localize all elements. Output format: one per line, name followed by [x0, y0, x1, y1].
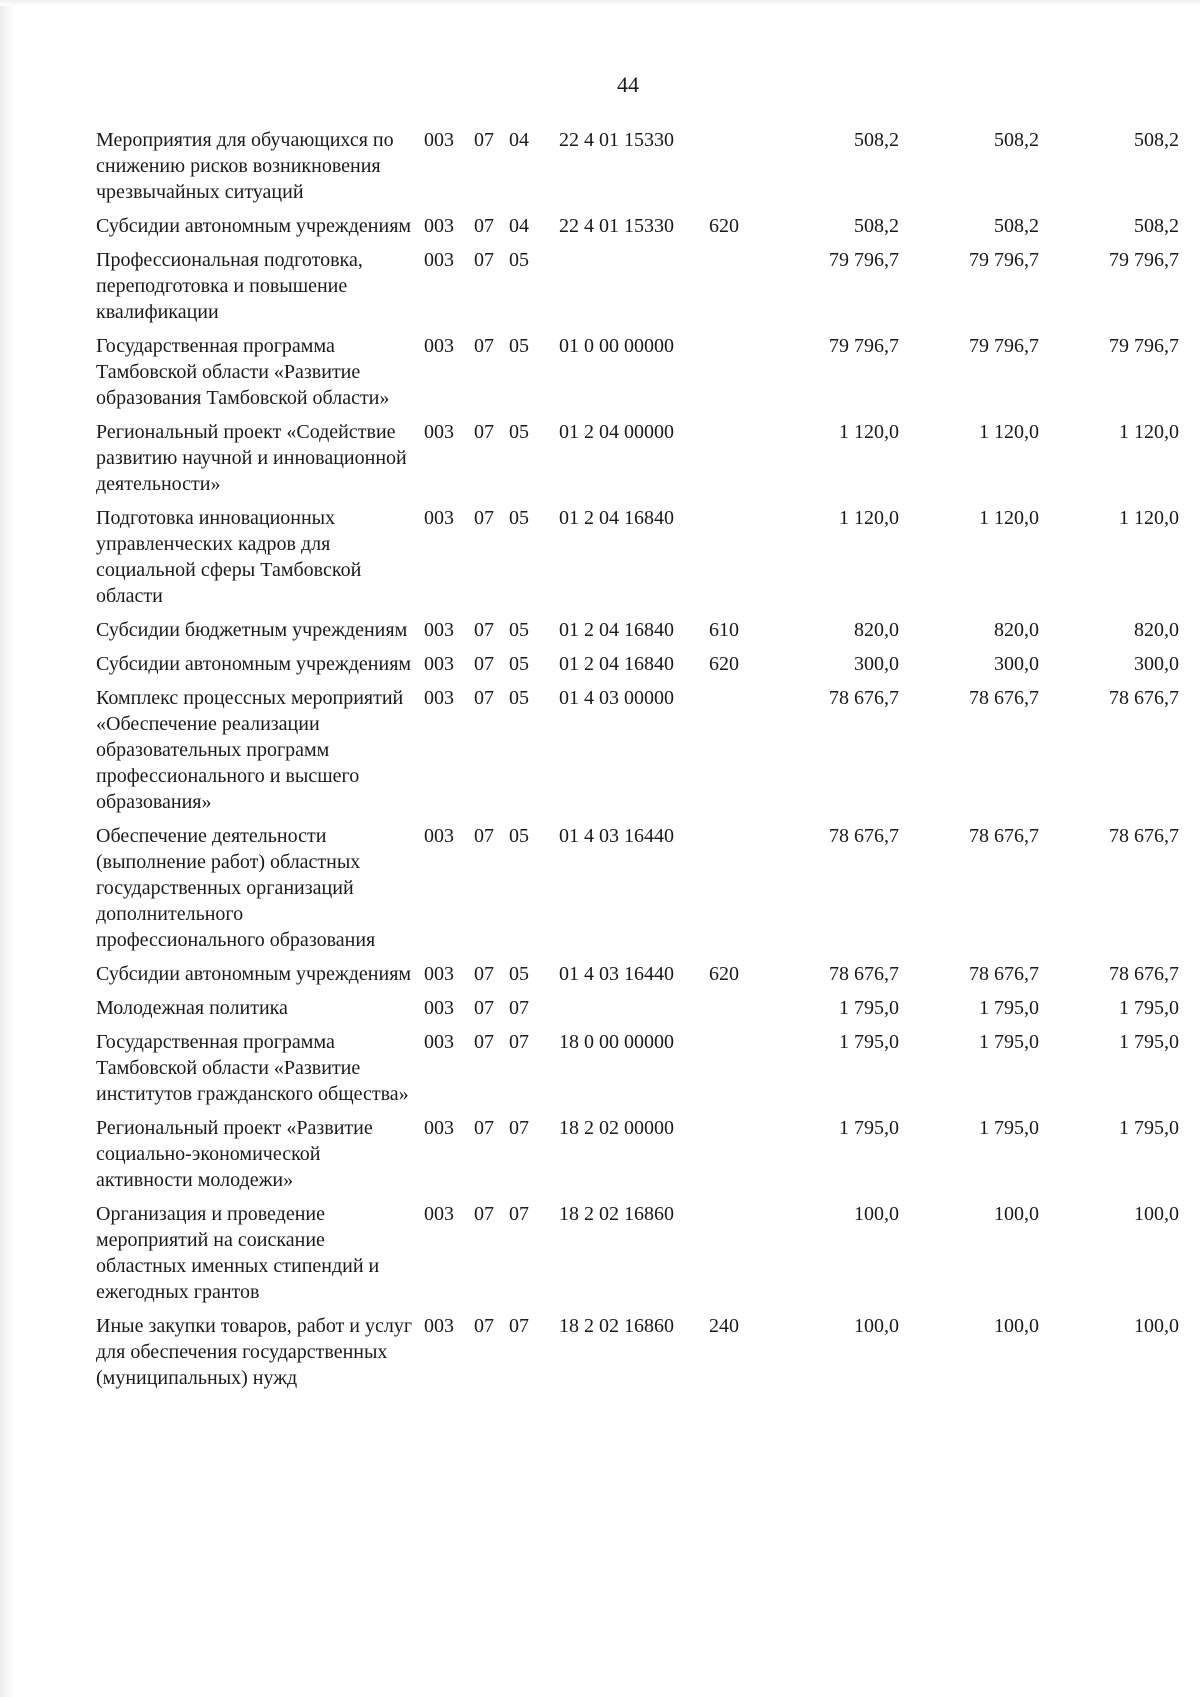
row-code-pr: 05 — [509, 507, 529, 529]
row-value-2: 508,2 — [994, 215, 1039, 237]
row-code-pr: 05 — [509, 335, 529, 357]
row-name: Организация и проведение мероприятий на соискание областных именных стипендий и ежегодных грантов — [96, 1203, 380, 1303]
row-value-1: 100,0 — [854, 1203, 899, 1225]
row-value-3: 1 795,0 — [1119, 1031, 1179, 1053]
row-code-gr: 003 — [424, 335, 454, 357]
row-name: Профессиональная подготовка, переподготовка и повышение квалификации — [96, 249, 363, 323]
row-code-rz: 07 — [474, 1315, 494, 1337]
row-name: Государственная программа Тамбовской области «Развитие институтов гражданского общества» — [96, 1031, 409, 1105]
budget-table — [96, 127, 1186, 1399]
row-name: Мероприятия для обучающихся по снижению рисков возникновения чрезвычайных ситуаций — [96, 129, 394, 203]
row-code-gr: 003 — [424, 1203, 454, 1225]
row-code-pr: 07 — [509, 1031, 529, 1053]
row-code-gr: 003 — [424, 963, 454, 985]
row-value-2: 79 796,7 — [969, 249, 1039, 271]
row-code-csr: 18 2 02 16860 — [559, 1203, 674, 1225]
row-code-csr: 01 2 04 16840 — [559, 507, 674, 529]
row-code-csr: 22 4 01 15330 — [559, 215, 674, 237]
table-row — [96, 961, 1186, 995]
row-code-vr: 610 — [709, 619, 739, 641]
row-code-gr: 003 — [424, 1031, 454, 1053]
row-code-pr: 05 — [509, 825, 529, 847]
row-value-1: 1 795,0 — [839, 1117, 899, 1139]
row-value-3: 820,0 — [1134, 619, 1179, 641]
row-value-2: 1 795,0 — [979, 1117, 1039, 1139]
row-code-rz: 07 — [474, 825, 494, 847]
row-code-rz: 07 — [474, 1031, 494, 1053]
row-code-vr: 620 — [709, 653, 739, 675]
row-code-vr: 240 — [709, 1315, 739, 1337]
table-row — [96, 617, 1186, 651]
row-code-vr: 620 — [709, 215, 739, 237]
row-code-gr: 003 — [424, 215, 454, 237]
row-code-gr: 003 — [424, 1315, 454, 1337]
row-name: Государственная программа Тамбовской области «Развитие образования Тамбовской области» — [96, 335, 390, 409]
table-row — [96, 1313, 1186, 1399]
row-code-csr: 18 2 02 16860 — [559, 1315, 674, 1337]
table-row — [96, 823, 1186, 961]
row-value-3: 1 120,0 — [1119, 507, 1179, 529]
table-row — [96, 1201, 1186, 1313]
row-name: Субсидии автономным учреждениям — [96, 963, 412, 985]
row-value-2: 1 795,0 — [979, 1031, 1039, 1053]
table-row — [96, 419, 1186, 505]
row-code-rz: 07 — [474, 507, 494, 529]
row-value-1: 820,0 — [854, 619, 899, 641]
row-value-2: 78 676,7 — [969, 963, 1039, 985]
row-code-gr: 003 — [424, 129, 454, 151]
row-value-1: 1 795,0 — [839, 997, 899, 1019]
row-name: Субсидии бюджетным учреждениям — [96, 619, 408, 641]
row-value-3: 79 796,7 — [1109, 249, 1179, 271]
row-name: Комплекс процессных мероприятий «Обеспечение реализации образовательных программ профессионального и высшего образования» — [96, 687, 404, 813]
row-value-3: 1 795,0 — [1119, 997, 1179, 1019]
row-code-pr: 05 — [509, 653, 529, 675]
row-value-1: 78 676,7 — [829, 687, 899, 709]
row-value-2: 508,2 — [994, 129, 1039, 151]
row-code-pr: 07 — [509, 1315, 529, 1337]
row-code-pr: 05 — [509, 421, 529, 443]
row-code-csr: 01 2 04 16840 — [559, 619, 674, 641]
row-code-gr: 003 — [424, 653, 454, 675]
row-code-rz: 07 — [474, 215, 494, 237]
row-name: Подготовка инновационных управленческих кадров для социальной сферы Тамбовской области — [96, 507, 362, 607]
row-value-2: 100,0 — [994, 1203, 1039, 1225]
row-code-pr: 05 — [509, 619, 529, 641]
row-code-gr: 003 — [424, 619, 454, 641]
row-value-1: 78 676,7 — [829, 825, 899, 847]
table-row — [96, 333, 1186, 419]
row-value-3: 78 676,7 — [1109, 825, 1179, 847]
row-value-1: 508,2 — [854, 129, 899, 151]
row-value-2: 300,0 — [994, 653, 1039, 675]
row-code-gr: 003 — [424, 687, 454, 709]
row-code-rz: 07 — [474, 335, 494, 357]
row-value-3: 100,0 — [1134, 1315, 1179, 1337]
row-value-3: 1 120,0 — [1119, 421, 1179, 443]
row-value-2: 1 795,0 — [979, 997, 1039, 1019]
row-value-3: 79 796,7 — [1109, 335, 1179, 357]
table-row — [96, 1029, 1186, 1115]
row-code-pr: 05 — [509, 687, 529, 709]
row-value-3: 1 795,0 — [1119, 1117, 1179, 1139]
row-value-3: 508,2 — [1134, 129, 1179, 151]
row-value-3: 100,0 — [1134, 1203, 1179, 1225]
page-number: 44 — [617, 72, 639, 97]
row-value-3: 300,0 — [1134, 653, 1179, 675]
row-code-csr: 01 2 04 16840 — [559, 653, 674, 675]
table-row — [96, 685, 1186, 823]
row-code-pr: 07 — [509, 997, 529, 1019]
row-value-3: 78 676,7 — [1109, 963, 1179, 985]
row-code-gr: 003 — [424, 507, 454, 529]
row-code-gr: 003 — [424, 421, 454, 443]
row-name: Региональный проект «Развитие социально-экономической активности молодежи» — [96, 1117, 373, 1191]
row-code-csr: 01 0 00 00000 — [559, 335, 674, 357]
row-value-1: 1 120,0 — [839, 507, 899, 529]
row-value-2: 79 796,7 — [969, 335, 1039, 357]
row-code-rz: 07 — [474, 963, 494, 985]
row-code-pr: 05 — [509, 249, 529, 271]
row-value-2: 1 120,0 — [979, 507, 1039, 529]
row-code-gr: 003 — [424, 825, 454, 847]
row-code-csr: 01 4 03 16440 — [559, 963, 674, 985]
row-value-1: 79 796,7 — [829, 335, 899, 357]
row-code-csr: 01 2 04 00000 — [559, 421, 674, 443]
row-code-csr: 18 0 00 00000 — [559, 1031, 674, 1053]
table-row — [96, 651, 1186, 685]
row-code-rz: 07 — [474, 249, 494, 271]
row-code-csr: 22 4 01 15330 — [559, 129, 674, 151]
row-code-csr: 18 2 02 00000 — [559, 1117, 674, 1139]
row-name: Молодежная политика — [96, 997, 288, 1019]
row-code-pr: 05 — [509, 963, 529, 985]
row-value-1: 1 120,0 — [839, 421, 899, 443]
row-name: Обеспечение деятельности (выполнение работ) областных государственных организаций дополнительного профессионального образования — [96, 825, 376, 951]
row-code-rz: 07 — [474, 1203, 494, 1225]
table-row — [96, 505, 1186, 617]
row-value-2: 78 676,7 — [969, 687, 1039, 709]
row-value-1: 1 795,0 — [839, 1031, 899, 1053]
scan-shadow-left — [0, 0, 14, 1697]
row-value-1: 508,2 — [854, 215, 899, 237]
row-value-1: 78 676,7 — [829, 963, 899, 985]
row-code-rz: 07 — [474, 1117, 494, 1139]
row-value-2: 100,0 — [994, 1315, 1039, 1337]
row-value-3: 78 676,7 — [1109, 687, 1179, 709]
table-row — [96, 1115, 1186, 1201]
row-code-rz: 07 — [474, 619, 494, 641]
row-code-gr: 003 — [424, 249, 454, 271]
row-code-rz: 07 — [474, 129, 494, 151]
row-code-gr: 003 — [424, 1117, 454, 1139]
row-code-pr: 04 — [509, 129, 529, 151]
table-row — [96, 127, 1186, 213]
row-name: Субсидии автономным учреждениям — [96, 215, 412, 237]
table-row — [96, 247, 1186, 333]
row-name: Региональный проект «Содействие развитию научной и инновационной деятельности» — [96, 421, 407, 495]
row-value-2: 1 120,0 — [979, 421, 1039, 443]
scan-shadow-top — [0, 0, 1200, 6]
row-code-rz: 07 — [474, 997, 494, 1019]
row-code-pr: 04 — [509, 215, 529, 237]
row-code-vr: 620 — [709, 963, 739, 985]
row-code-rz: 07 — [474, 687, 494, 709]
row-code-csr: 01 4 03 16440 — [559, 825, 674, 847]
table-row — [96, 213, 1186, 247]
row-value-1: 100,0 — [854, 1315, 899, 1337]
row-value-1: 79 796,7 — [829, 249, 899, 271]
row-code-pr: 07 — [509, 1117, 529, 1139]
row-code-pr: 07 — [509, 1203, 529, 1225]
row-value-2: 820,0 — [994, 619, 1039, 641]
row-value-1: 300,0 — [854, 653, 899, 675]
row-code-csr: 01 4 03 00000 — [559, 687, 674, 709]
table-row — [96, 995, 1186, 1029]
row-code-rz: 07 — [474, 421, 494, 443]
row-code-gr: 003 — [424, 997, 454, 1019]
row-name: Субсидии автономным учреждениям — [96, 653, 412, 675]
row-name: Иные закупки товаров, работ и услуг для обеспечения государственных (муниципальных) нужд — [96, 1315, 413, 1389]
row-code-rz: 07 — [474, 653, 494, 675]
row-value-3: 508,2 — [1134, 215, 1179, 237]
row-value-2: 78 676,7 — [969, 825, 1039, 847]
